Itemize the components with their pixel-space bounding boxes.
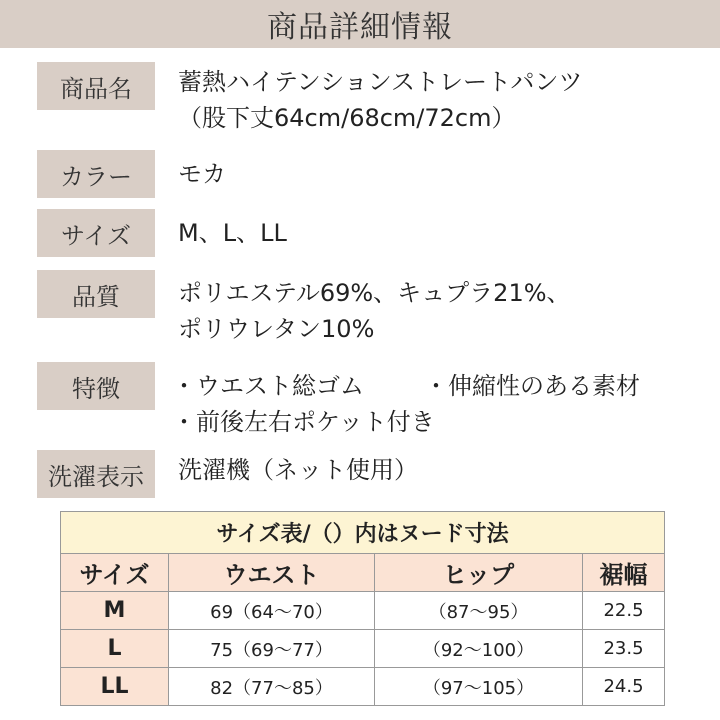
hem-cell: 22.5	[583, 592, 665, 630]
hem-cell: 24.5	[583, 668, 665, 706]
waist-cell: 82（77〜85）	[169, 668, 375, 706]
feature-item-waist: ・ウエスト総ゴム	[172, 372, 364, 400]
size-cell: M	[61, 592, 169, 630]
spec-label-color: カラー	[37, 150, 155, 198]
hip-cell: （97〜105）	[375, 668, 583, 706]
hem-cell: 23.5	[583, 630, 665, 668]
spec-value-features	[172, 368, 700, 440]
spec-value-size: M、L、LL	[178, 219, 287, 247]
spec-value-material	[178, 275, 700, 347]
spec-label-material: 品質	[37, 270, 155, 318]
size-table-header-hem: 裾幅	[583, 554, 665, 592]
waist-cell: 75（69〜77）	[169, 630, 375, 668]
table-row	[61, 592, 665, 630]
spec-material-line-1: ポリエステル69%、キュプラ21%、	[178, 279, 571, 307]
spec-value-name	[178, 64, 700, 136]
size-table-header-waist: ウエスト	[169, 554, 375, 592]
waist-cell: 69（64〜70）	[169, 592, 375, 630]
size-table-header-size: サイズ	[61, 554, 169, 592]
table-row	[61, 630, 665, 668]
page-title: 商品詳細情報	[0, 0, 720, 48]
feature-item-stretch: ・伸縮性のある素材	[424, 372, 640, 400]
spec-label-care: 洗濯表示	[37, 450, 155, 498]
hip-cell: （87〜95）	[375, 592, 583, 630]
size-cell: L	[61, 630, 169, 668]
size-table-caption: サイズ表/（）内はヌード寸法	[61, 512, 665, 554]
size-table	[60, 511, 665, 706]
spec-material-line-2: ポリウレタン10%	[178, 315, 375, 343]
spec-value-color: モカ	[178, 160, 226, 188]
feature-item-pockets: ・前後左右ポケット付き	[172, 408, 435, 436]
spec-label-name: 商品名	[37, 62, 155, 110]
table-row	[61, 668, 665, 706]
spec-label-features: 特徴	[37, 362, 155, 410]
spec-name-line-2: （股下丈64cm/68cm/72cm）	[178, 104, 516, 132]
spec-value-care: 洗濯機（ネット使用）	[178, 456, 418, 484]
spec-label-size: サイズ	[37, 209, 155, 257]
size-table-header-hip: ヒップ	[375, 554, 583, 592]
hip-cell: （92〜100）	[375, 630, 583, 668]
size-cell: LL	[61, 668, 169, 706]
spec-name-line-1: 蓄熱ハイテンションストレートパンツ	[178, 68, 583, 96]
